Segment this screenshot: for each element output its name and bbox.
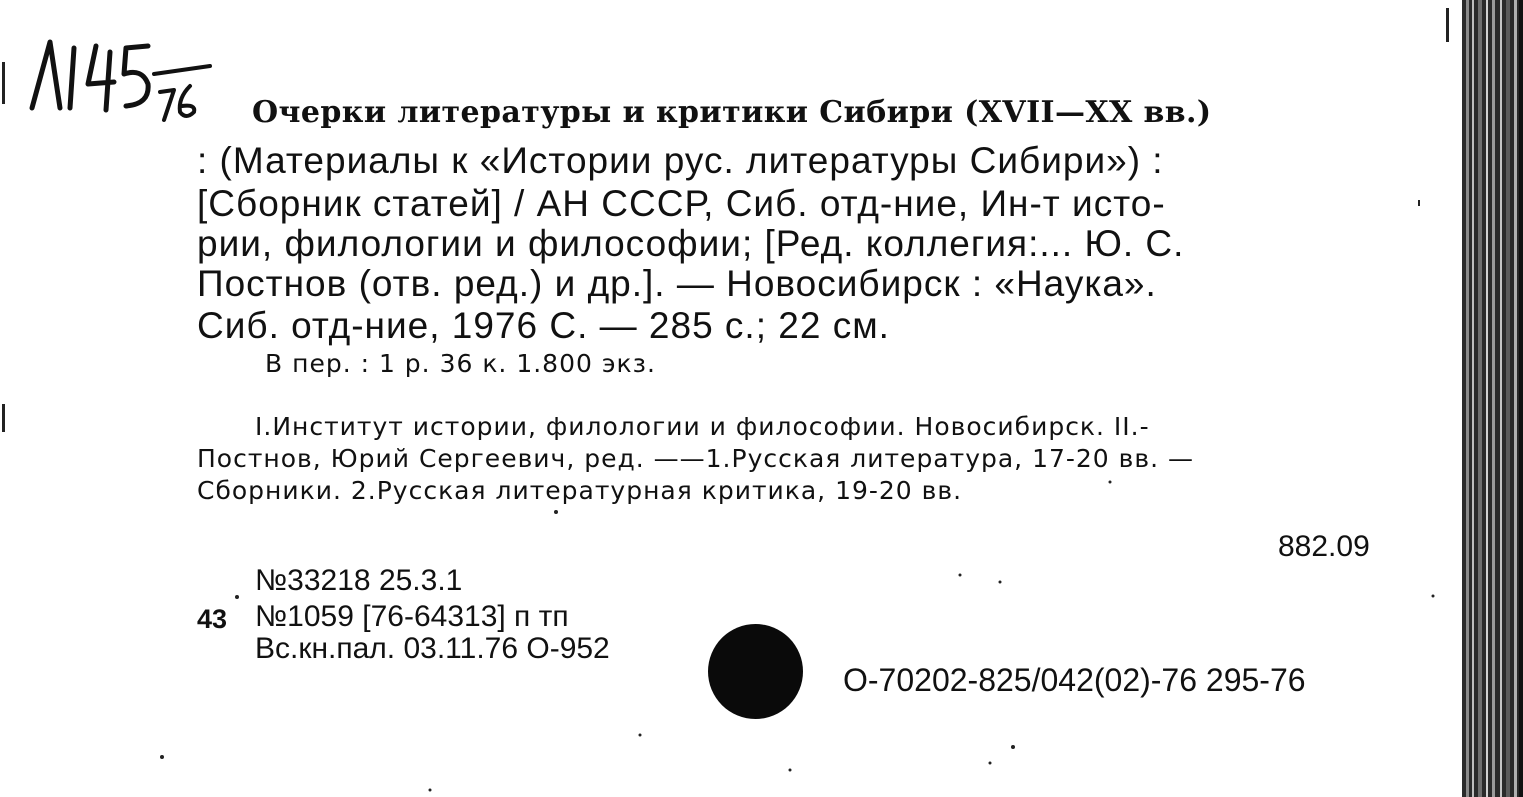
description-line: Сиб. отд-ние, 1976 С. — 285 с.; 22 см. (197, 305, 890, 346)
isbn-code: О-70202-825/042(02)-76 295-76 (843, 662, 1306, 698)
description-line: [Сборник статей] / АН СССР, Сиб. отд-ние, Ин-т исто- (197, 183, 1166, 224)
added-entry-line: Постнов, Юрий Сергеевич, ред. ——1.Русская литература, 17-20 вв. — (197, 444, 1195, 473)
scanned-card-edge (1462, 0, 1523, 797)
record-number-line: №33218 25.3.1 (255, 564, 463, 597)
punch-hole (708, 624, 803, 719)
classification-number: 882.09 (1278, 530, 1370, 563)
description-line: : (Материалы к «Истории рус. литературы Сибири») : (197, 140, 1164, 181)
record-number-line: №1059 [76-64313] п тп (255, 600, 569, 633)
record-prefix: 43 (197, 604, 228, 634)
description-line: Постнов (отв. ред.) и др.]. — Новосибирск : «Наука». (197, 263, 1157, 304)
book-title: Очерки литературы и критики Сибири (XVII—XX вв.) (252, 95, 1212, 130)
added-entry-line: I.Институт истории, филологии и философии. Новосибирск. II.- (255, 412, 1150, 441)
handwritten-shelf-mark (14, 12, 244, 132)
record-number-line: Вс.кн.пал. 03.11.76 О-952 (255, 632, 610, 665)
price-and-print-run: В пер. : 1 р. 36 к. 1.800 экз. (265, 349, 656, 378)
description-line: рии, филологии и философии; [Ред. коллегия:... Ю. С. (197, 223, 1185, 264)
added-entry-line: Сборники. 2.Русская литературная критика, 19-20 вв. (197, 476, 963, 505)
